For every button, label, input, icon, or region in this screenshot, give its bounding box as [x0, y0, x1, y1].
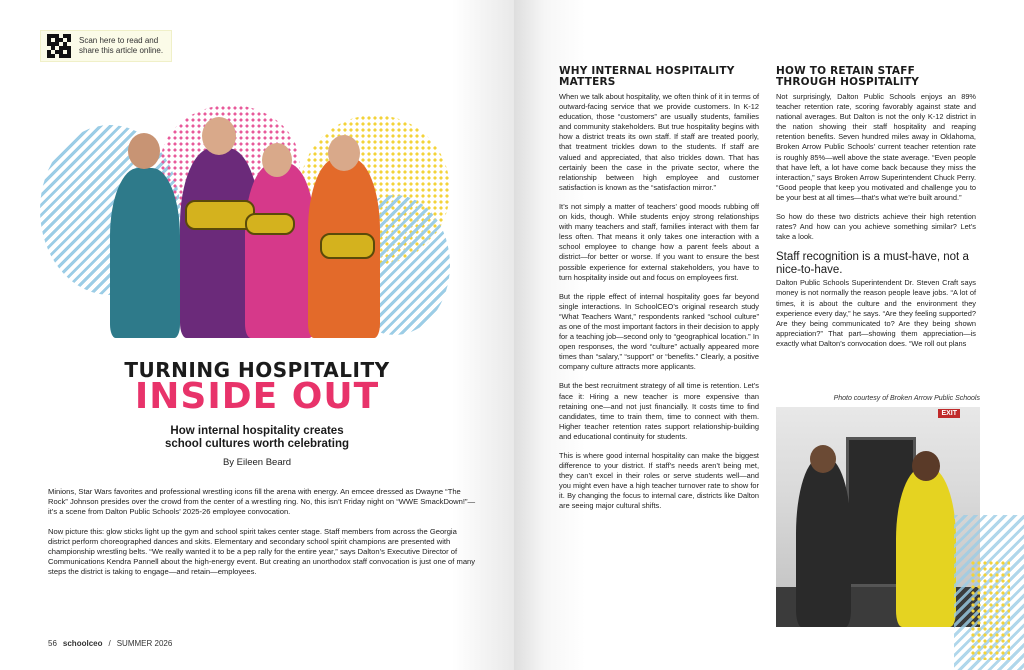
qr-callout[interactable]: [40, 30, 172, 62]
section-heading: HOW TO RETAIN STAFF THROUGH HOSPITALITY: [776, 65, 920, 88]
folio: [48, 639, 172, 648]
issue-label: SUMMER 2026: [116, 639, 173, 648]
deck-line1: How internal hospitality creates: [170, 425, 344, 437]
article-deck: [0, 425, 514, 451]
paragraph: It’s not simply a matter of teachers’ good moods rubbing off on kids, though. While students enjoy strong relationships with many teachers and staff, families interact with them far less often. That means it only takes one interaction with a school employee to change how a parent feels about a district—for better or worse. If you want to ensure the best possible experience for external stakeholders, you have to turn hospitality inside out and focus on employees first.: [559, 201, 759, 282]
section-heading: WHY INTERNAL HOSPITALITY MATTERS: [559, 65, 735, 88]
paragraph: When we talk about hospitality, we often think of it in terms of outward-facing service that we provide customers. In K-12 education, those “customers” are usually students, families and community stakeholders. But true hospitality begins with how a district treats its own staff. If staff are treated poorly, that treatment trickles down to the students. If staff are valued and appreciated, that also trickles down. That has certainly been the case in the private sector, where the relationship between high employee and customer satisfaction is known as the “satisfaction mirror.”: [559, 92, 759, 192]
qr-text: Scan here to read and share this article online.: [79, 36, 164, 55]
article-title-line2: INSIDE OUT: [134, 376, 380, 417]
exit-sign: EXIT: [938, 409, 960, 418]
folio-separator: /: [108, 639, 111, 648]
photo-caption: Photo courtesy of Broken Arrow Public Schools: [833, 395, 980, 402]
article-photo: [776, 407, 980, 627]
deck-line2: school cultures worth celebrating: [164, 438, 350, 450]
right-page: [514, 0, 1024, 670]
page-number: 56: [48, 639, 57, 648]
column-2: [776, 66, 976, 358]
article-title-line1: TURNING HOSPITALITY: [124, 358, 390, 382]
subheading: Staff recognition is a must-have, not a nice-to-have.: [776, 251, 969, 277]
magazine-name: schoolceo: [62, 639, 103, 648]
byline: By Eileen Beard: [222, 457, 292, 468]
paragraph: Minions, Star Wars favorites and professional wrestling icons fill the arena with energy. An emcee dressed as Dwayne “The Rock” Johnson presides over the crowd from the center of a wrestling ring. No, this isn’t Friday night on “WWE SmackDown!”—it’s a scene from Dalton Public Schools’ 2025-26 employee convocation.: [48, 487, 476, 517]
hero-illustration: [40, 105, 450, 350]
qr-code-icon[interactable]: [47, 34, 71, 58]
paragraph: Dalton Public Schools Superintendent Dr. Steven Craft says money is not normally the reason people leave jobs. “A lot of times, it is about the culture and the environment they experience every day,” he says. “Are they feeling supported? Are they being communicated to? Are they being shown appreciation?” That part—showing them appreciation—is exactly what Dalton’s convocation does. “We roll out plans: [776, 278, 976, 348]
decorative-dots: [970, 560, 1010, 660]
paragraph: But the best recruitment strategy of all time is retention. Let’s face it: Hiring a new teacher is more expensive than retaining one—and not just financially. It costs time to find candidates, time to train them, time to connect with them. Higher teacher retention rates support relationship-building and educational continuity for students.: [559, 381, 759, 441]
paragraph: But the ripple effect of internal hospitality goes far beyond single interactions. In SchoolCEO’s original research study “What Teachers Want,” respondents ranked “school culture” as one of the most important factors in their decision to apply for a teaching job—second only to “geographical location.” In open responses, the word “culture” actually appeared more times than “salary,” “support” or “benefits.” Clearly, a positive company culture attracts more applicants.: [559, 291, 759, 372]
column-1: [559, 66, 759, 521]
paragraph: Not surprisingly, Dalton Public Schools enjoys an 89% teacher retention rate, scoring favorably against state and national averages. But Dalton is not the only K-12 district in the nation showing their staff hospitality and reaping retention benefits. Seven hundred miles away in Oklahoma, Broken Arrow Public Schools’ current teacher retention rate is roughly 85%—well above the state average. “Even people that have left, a lot have come back because they miss the interaction,” says Broken Arrow Superintendent Chuck Perry. “Good people that keep you motivated and challenge you to be your best at all times—that’s what we’re built around.”: [776, 92, 976, 202]
left-body-text: [48, 487, 480, 587]
paragraph: Now picture this: glow sticks light up the gym and school spirit takes center stage. Staff members from across the Georgia district perform choreographed dances and skits. Elementary and secondary school spirit champions are presented with championship wrestling belts. “We really wanted it to be a pep rally for the entire year,” says Dalton’s Executive Director of Communications Kendra Pannell about the high-energy event. But creating an unorthodox staff convocation is just one of many steps the district is taking to engage—and retain—employees.: [48, 526, 476, 577]
paragraph: So how do these two districts achieve their high retention rates? And how can you achieve something similar? Let’s take a look.: [776, 212, 976, 242]
paragraph: This is where good internal hospitality can make the biggest difference to your district. If staff’s needs aren’t being met, they can’t excel in their roles or serve students well—and you might even have a high teacher turnover rate to show for it. By changing the focus to internal care, districts like Dalton are seeing major cultural shifts.: [559, 451, 759, 511]
